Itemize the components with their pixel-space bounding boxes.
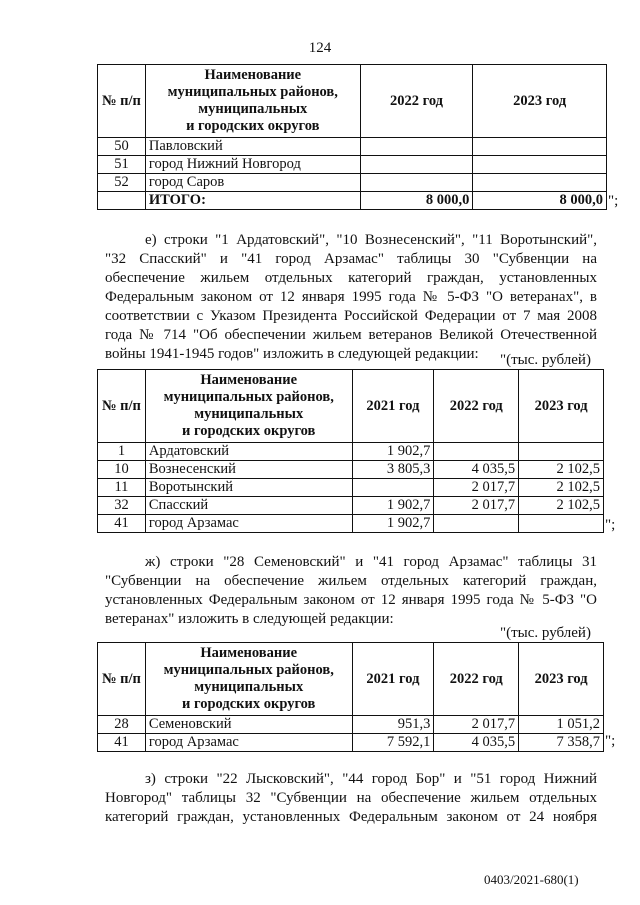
paragraph-z: з) строки "22 Лысковский", "44 город Бор" и "51 город Нижний Новгород" таблицы 32 "Субвенции на обеспечение жильем отдельных категорий граждан, установленных Федеральным законом от 24 ноября (105, 771, 597, 825)
table-row: 1 Ардатовский 1 902,7 (98, 443, 604, 461)
table-subventions-31 (97, 642, 604, 752)
header-2021: 2021 год (352, 643, 434, 716)
header-2023: 2023 год (473, 65, 607, 138)
document-code: 0403/2021-680(1) (484, 872, 579, 887)
header-2023: 2023 год (519, 370, 604, 443)
table-row: 10 Вознесенский 3 805,3 4 035,5 2 102,5 (98, 461, 604, 479)
table-row: 32 Спасский 1 902,7 2 017,7 2 102,5 (98, 497, 604, 515)
header-2022: 2022 год (434, 643, 519, 716)
table-subventions-1 (97, 64, 607, 210)
unit-label: "(тыс. рублей) (500, 625, 591, 641)
table-close-quote: "; (605, 517, 616, 533)
page-number: 124 (308, 40, 332, 56)
table-row: 28 Семеновский 951,3 2 017,7 1 051,2 (98, 716, 604, 734)
table-row: 41 город Арзамас 7 592,1 4 035,5 7 358,7 (98, 734, 604, 752)
table-row: 11 Воротынский 2 017,7 2 102,5 (98, 479, 604, 497)
header-num: № п/п (98, 643, 146, 716)
table-subventions-30 (97, 369, 604, 533)
unit-label: "(тыс. рублей) (500, 352, 591, 368)
header-name: Наименование муниципальных районов, муниципальных и городских округов (145, 370, 352, 443)
header-2021: 2021 год (352, 370, 434, 443)
header-name: Наименование муниципальных районов, муниципальных и городских округов (145, 643, 352, 716)
table-row: 51 город Нижний Новгород (98, 156, 607, 174)
header-2022: 2022 год (434, 370, 519, 443)
header-2022: 2022 год (360, 65, 473, 138)
table-row: 52 город Саров (98, 174, 607, 192)
paragraph-zh: ж) строки "28 Семеновский" и "41 город Арзамас" таблицы 31 "Субвенции на обеспечение жильем отдельных категорий граждан, установленных Федеральным законом от 12 января 1995 года № 5-ФЗ "О ветеранах" изложить в следующей редакции: (105, 554, 597, 627)
total-row: ИТОГО: 8 000,0 8 000,0 (98, 192, 607, 210)
table-row: 41 город Арзамас 1 902,7 (98, 515, 604, 533)
header-2023: 2023 год (519, 643, 604, 716)
header-num: № п/п (98, 370, 146, 443)
table-row: 50 Павловский (98, 138, 607, 156)
table-close-quote: "; (608, 193, 619, 209)
table-close-quote: "; (605, 733, 616, 749)
paragraph-e: е) строки "1 Ардатовский", "10 Вознесенский", "11 Воротынский", "32 Спасский" и "41 город Арзамас" таблицы 30 "Субвенции на обеспечение жильем отдельных категорий граждан, установленных Федеральным законом от 12 января 1995 года № 5-ФЗ "О ветеранах", в соответствии с Указом Президента Российской Федерации от 7 мая 2008 года № 714 "Об обеспечении жильем ветеранов Великой Отечественной войны 1941-1945 годов" изложить в следующей редакции: (105, 232, 597, 362)
header-num: № п/п (98, 65, 146, 138)
header-name: Наименование муниципальных районов, муниципальных и городских округов (145, 65, 360, 138)
